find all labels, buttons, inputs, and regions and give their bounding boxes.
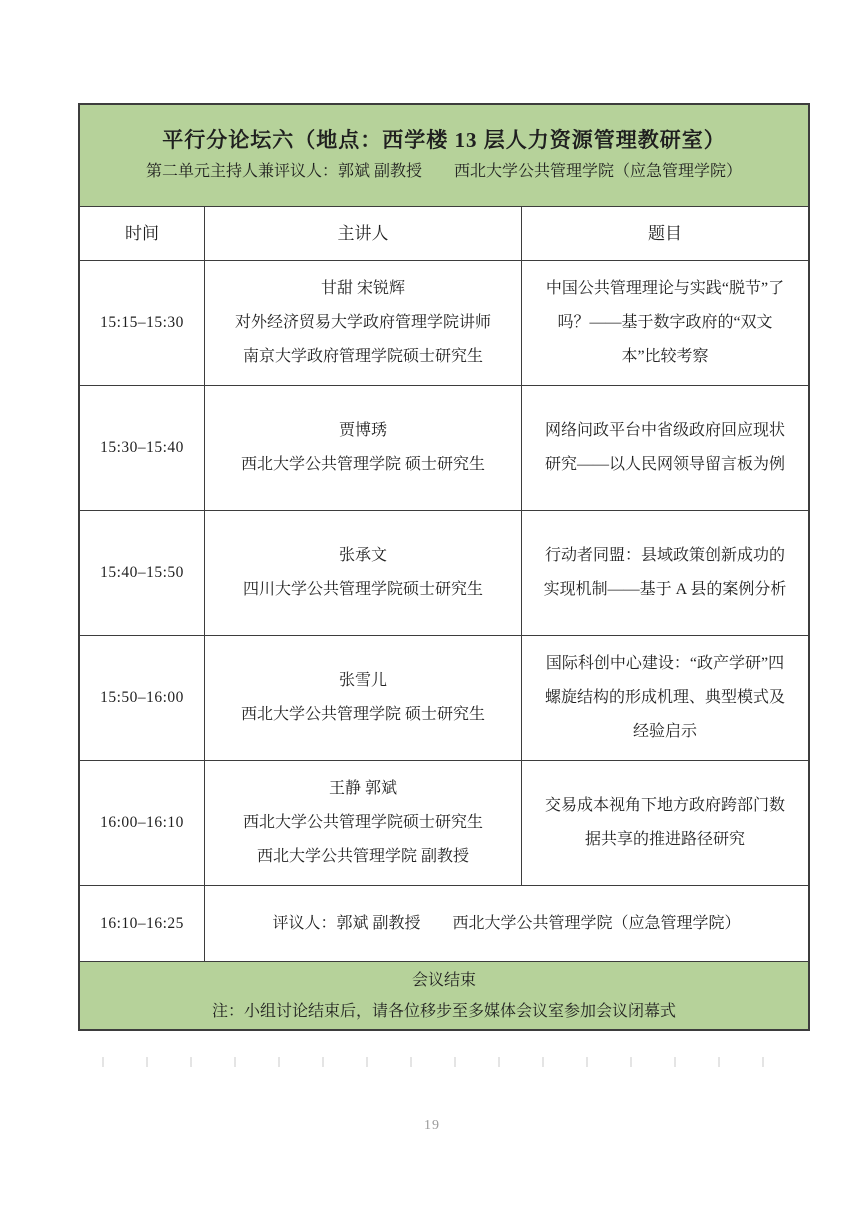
table-row <box>80 260 808 385</box>
session-topic: 行动者同盟：县域政策创新成功的实现机制——基于 A 县的案例分析 <box>543 547 787 598</box>
table-row <box>80 385 808 510</box>
session-topic: 中国公共管理理论与实践“脱节”了吗？——基于数字政府的“双文本”比较考察 <box>545 280 785 365</box>
meeting-end-label: 会议结束 <box>411 972 476 989</box>
session-topic: 国际科创中心建设：“政产学研”四螺旋结构的形成机理、典型模式及经验启示 <box>544 655 785 740</box>
session-time <box>80 761 205 885</box>
speaker-line: 王静 郭斌 <box>328 780 397 797</box>
speaker-line: 张雪儿 <box>338 672 387 689</box>
reviewer-row <box>80 885 808 961</box>
table-row <box>80 760 808 885</box>
forum-header-band <box>80 105 808 206</box>
session-time <box>80 886 205 961</box>
speaker-line: 西北大学公共管理学院 副教授 <box>256 848 469 865</box>
speaker-line: 张承文 <box>338 547 387 564</box>
forum-title: 平行分论坛六（地点：西学楼 13 层人力资源管理教研室） <box>162 128 726 152</box>
column-header-speaker: 主讲人 <box>205 207 522 260</box>
session-time <box>80 511 205 635</box>
time-text: 16:10–16:25 <box>100 914 184 932</box>
time-text: 15:15–15:30 <box>100 314 184 331</box>
session-time <box>80 261 205 385</box>
speaker-line: 西北大学公共管理学院硕士研究生 <box>242 814 483 831</box>
time-text: 15:50–16:00 <box>100 689 184 706</box>
speaker-line: 甘甜 宋锐辉 <box>320 280 405 297</box>
session-time <box>80 636 205 760</box>
session-topic: 交易成本视角下地方政府跨部门数据共享的推进路径研究 <box>544 797 785 848</box>
table-row <box>80 510 808 635</box>
column-header-time: 时间 <box>80 207 205 260</box>
speaker-line: 对外经济贸易大学政府管理学院讲师 <box>234 314 491 331</box>
time-text: 15:30–15:40 <box>100 439 184 456</box>
session-speaker <box>205 261 522 385</box>
forum-schedule-table <box>78 103 810 1031</box>
closing-note: 注：小组讨论结束后，请各位移步至多媒体会议室参加会议闭幕式 <box>211 1003 676 1020</box>
column-header-topic: 题目 <box>648 223 682 243</box>
session-speaker <box>205 761 522 885</box>
speaker-line: 四川大学公共管理学院硕士研究生 <box>242 581 483 598</box>
table-row <box>80 635 808 760</box>
forum-footer-band <box>80 961 808 1029</box>
speaker-line: 南京大学政府管理学院硕士研究生 <box>242 348 483 365</box>
scan-tick-marks <box>102 1057 802 1067</box>
time-text: 16:00–16:10 <box>100 814 184 831</box>
session-speaker <box>205 386 522 510</box>
speaker-line: 西北大学公共管理学院 硕士研究生 <box>240 706 485 723</box>
speaker-line: 西北大学公共管理学院 硕士研究生 <box>240 456 485 473</box>
session-speaker <box>205 636 522 760</box>
table-header-row <box>80 206 808 260</box>
session-speaker <box>205 511 522 635</box>
time-text: 15:40–15:50 <box>100 564 184 581</box>
session-time <box>80 386 205 510</box>
page-number: 19 <box>424 1118 440 1133</box>
session-topic: 网络问政平台中省级政府回应现状研究——以人民网领导留言板为例 <box>544 422 785 473</box>
speaker-line: 贾博琇 <box>338 422 387 439</box>
forum-subtitle: 第二单元主持人兼评议人：郭斌 副教授 西北大学公共管理学院（应急管理学院） <box>145 163 742 180</box>
reviewer-text: 评议人：郭斌 副教授 西北大学公共管理学院（应急管理学院） <box>272 914 741 932</box>
